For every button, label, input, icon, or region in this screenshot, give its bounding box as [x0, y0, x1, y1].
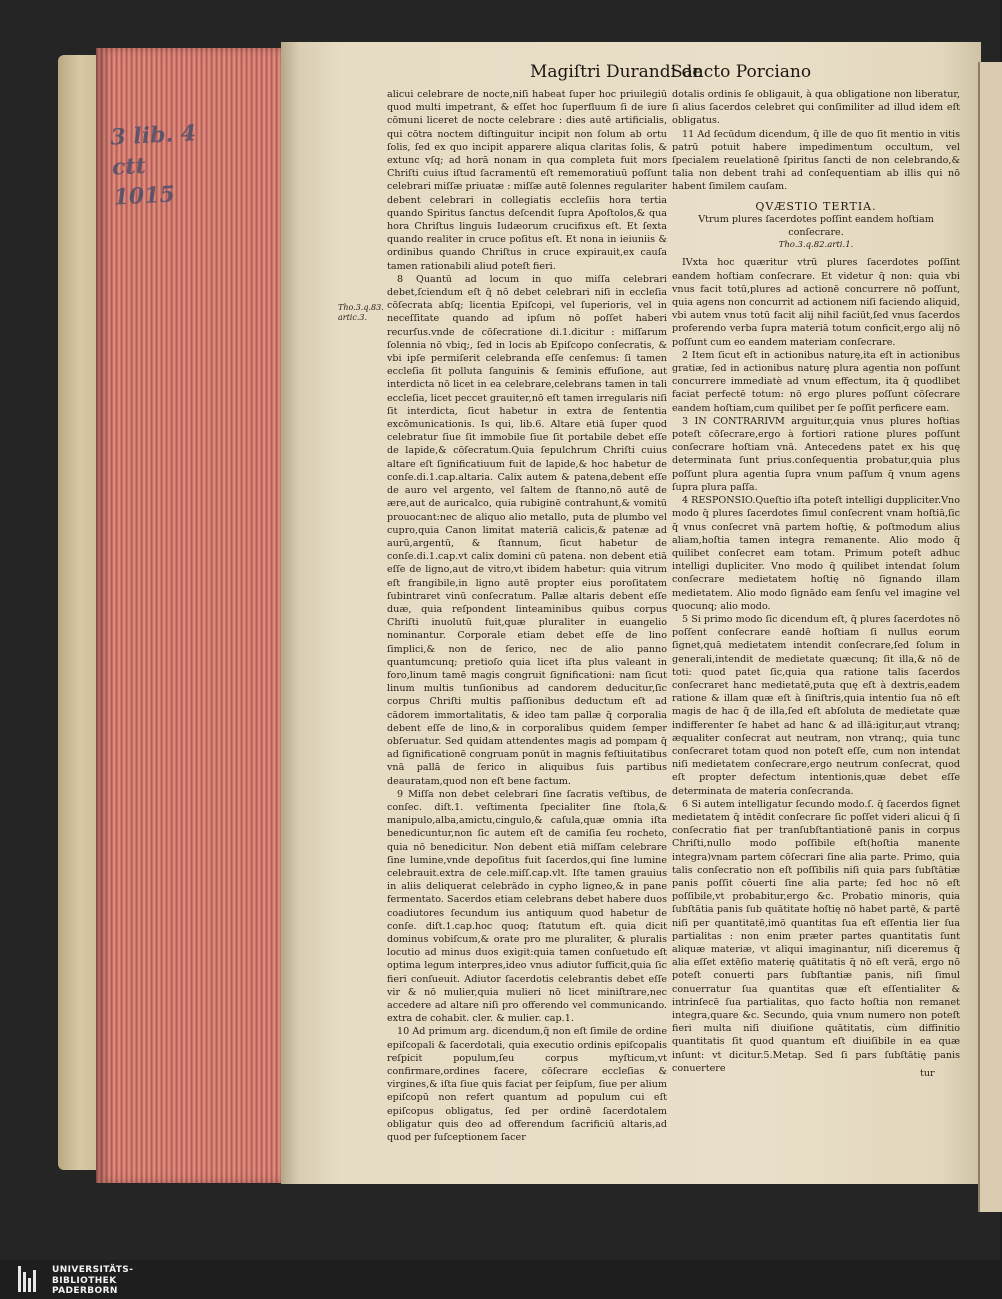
question-reference: Tho.3.q.82.arti.1. [778, 240, 854, 251]
spine-note-line-2: 1015 [112, 181, 176, 211]
handwritten-spine-note [110, 117, 215, 212]
logo-line: BIBLIOTHEK [52, 1275, 117, 1286]
paragraph: alicui celebrare de nocte,niſi habeat ſuper hoc priuilegiū quod multi impetrant, & eſſet hoc ſuperfluum ſi de iure cōmuni liceret de nocte celebrare : dies autē artificialis, qui cōtra noctem diſtinguitur incipit non ſolum ab ortu ſolis, ſed ex quo incipit apparere aliqua claritas ſolis, & extunc vſq; ad horā nonam in qua completa fuit mors Chriſti cuius iſtud ſacramentū eſt rememoratiuū poſſunt celebrari miſſæ priuatæ : miſſæ autē ſolennes regulariter debent celebrari in collegiatis eccleſiis hora tertia quando Spiritus ſanctus deſcendit ſupra Apoſtolos,& qua hora Chriſtus linguis Iudæorum crucifixus eſt. Et ſexta quando realiter in cruce poſitus eſt. Et nona in ieiuniis & ordinibus quando Chriſtus in cruce expirauit,ex cauſa tamen rationabili aliud poteſt fieri. [387, 89, 667, 272]
catchword: tur [920, 1068, 935, 1079]
question-title: QVÆSTIO TERTIA. [755, 199, 877, 213]
paragraph: 3 IN CONTRARIVM arguitur,quia vnus plures hoſtias poteſt cōſecrare,ergo à fortiori ratione plures poſſunt conſecrare hoſtiam vnā. Antecedens patet ex his quę determinata ſunt prius.conſequentia probatur,quia plus poſſunt plura agentia ſupra vnum paſſum q̄ vnum agens ſupra plura paſſa. [672, 415, 960, 493]
question-subtitle: Vtrum plures ſacerdotes poſſint eandem hoſtiam conſecrare. [698, 213, 934, 239]
library-logo-text [52, 1265, 133, 1297]
paragraph: dotalis ordinis ſe obligauit, à qua obligatione non liberatur, ſi alius ſacerdos celebret qui conſimiliter ad illud idem eſt obligatus. [672, 89, 960, 127]
paragraph: 6 Si autem intelligatur ſecundo modo.ſ. q̄ ſacerdos ſignet medietatem q̄ intēdit conſecrare ſic poſſet videri alicui q̄ ſi conſecratio fiat per tranſubſtantiationē panis in corpus Chriſti,nullo modo poſſibile eſt(hoſtia manente integra)vnam partem cōſecrari ſine alia parte. Primo, quia talis conſecratio non eſt poſſibilis niſi quia pars ſubſtātiæ panis poſſit cōuerti ſine alia parte; ſed hoc nō eſt poſſibile,vt probabitur,ergo &c. Probatio minoris, quia ſubſtātia panis ſub quātitate hoſtię nō habet partē, & partē niſi per quantitatē,imō quantitas ſua eſt eſſentia lier ſua partialitas : non enim præter partes quantitatis ſunt aliquæ materiæ, vt aliqui imaginantur, niſi diceremus q̄ alia eſſet extēſio materię quātitatis q̄ nō eſt verā, ergo nō poteſt conuerti pars ſubſtantiæ panis, niſi ſimul conuerratur ſua quantitas quæ eſt eſſentialiter & intrinſecē ſua partialitas, quo facto hoſtia non remanet integra,quare &c. Secundo, quia vnum numero non poteſt fieri multa niſi diuiſione quātitatis, cùm diffinitio quantitatis ſit quod quantum eſt diuiſibile in ea quæ inſunt: vt dicitur.5.Metap. Sed ſi pars ſubſtātię panis conuertere [672, 798, 960, 1074]
paragraph: 5 Si primo modo ſic dicendum eſt, q̄ plures ſacerdotes nō poſſent conſecrare eandē hoſtiam ſi nullus eorum ſignet,quā medietatem intendit conſecrare,ſed ſolum in generali,intendit de medietate quæcunq; ſit illa,& nō de toti: quod patet ſic,quia qua ratione talis ſacerdos conſecraret hanc medietatē,puta quę eſt à dextris,eadem ratione & illam quæ eſt à ſiniſtris,quia intentio ſua nō eſt magis de hac q̄ de illa,ſed eſt abſoluta de medietate quæ indifferenter ſe habet ad hanc & ad illā:igitur,aut vtranq; æqualiter conſecrat aut neutram, non vtranq;, quia tunc conſecraret totam quod non poteſt eſſe, cum non intendat niſi medietatem conſecrare,ergo neutrum conſecrat, quod eſt propter defectum intentionis,quæ debet eſſe determinata de materia conſecranda. [672, 613, 960, 797]
paragraph: 4 RESPONSIO.Queſtio iſta poteſt intelligi duppliciter.Vno modo q̄ plures ſacerdotes ſimul conſecrent vnam hoſtiā,ſic q̄ vnus conſecret vnā partem hoſtię, & poſtmodum alius aliam,hoſtia tamen integra remanente. Alio modo q̄ quilibet conſecret eam totam. Primum poteſt adhuc intelligi dupliciter. Vno modo q̄ quilibet intendat ſolum conſecrare medietatem hoſtię nō ſignando illam medietatem. Alio modo ſignādo eam ſenſu vel imagine vel quocunq; alio modo. [672, 495, 960, 612]
paragraph: IVxta hoc quæritur vtrū plures ſacerdotes poſſint eandem hoſtiam conſecrare. Et videtur q̄ non: quia vbi vnus facit totū,plures ad actionē concurrere nō poſſunt, quia agens non concurrit ad actionem niſi faciendo aliquid, vbi autem vnus totū facit alij nihil faciūt,ſed vnus ſacerdos proferendo verba ſupra materiā totum conficit,ergo alij nō poſſunt cum eo eandem materiam conſecrare. [672, 257, 960, 348]
logo-line: PADERBORN [52, 1286, 118, 1296]
page-edges [96, 48, 286, 1183]
spine-note-line-1: 3 lib. 4 ctt [109, 120, 197, 181]
library-logo-icon [18, 1266, 40, 1292]
header-left: Magiſtri Durandi de [530, 62, 703, 82]
library-footer [0, 1260, 1000, 1299]
margin-note: Tho.3.q.83. artic.3. [338, 303, 384, 322]
logo-line: UNIVERSITÄTS- [52, 1265, 134, 1275]
paragraph: 10 Ad primum arg. dicendum,q̄ non eſt ſimile de ordine epiſcopali & ſacerdotali, quia executio ordinis epiſcopalis reſpicit populum,ſeu corpus myſticum,vt confirmare,ordines facere, cōſecrare eccleſias & virgines,& iſta ſiue quis faciat per ſeipſum, ſiue per alium epiſcopū non refert quantum ad populum cui eſt epiſcopus obligatus, ſed per ordinē ſacerdotalem obligatur quis deo ad offerendum ſacrificiū altaris,ad quod per ſuſceptionem ſacer [387, 1026, 667, 1144]
right-text-column [672, 88, 960, 1074]
paragraph: 8 Quantū ad locum in quo miſſa celebrari debet,ſciendum eſt q̄ nō debet celebrari niſi in eccleſia cōſecrata abſq; licentia Epiſcopi, vel ſuperioris, vel in neceſſitate quando ad ipſum nō poſſet haberi recurſus.vnde de cōſecratione di.1.dicitur : miſſarum ſolennia nō vbiq;, ſed in locis ab Epiſcopo conſecratis, & vbi ipſe permiſerit celebranda eſſe cenſemus: ſi tamen eccleſia ſit polluta ſanguinis & ſeminis effuſione, aut interdicta nō licet in ea celebrare,celebrans tamen in tali eccleſia, licet peccet grauiter,nō eſt tamen irregularis niſi ſit interdicta, ſicut habetur in extra de ſententia excōmunicationis. Is qui, lib.6. Altare etiā ſuper quod celebratur ſiue ſit immobile ſiue ſit portabile debet eſſe de lapide,& cōſecratum.Quia ſepulchrum Chriſti cuius altare eſt ſignificatiuum fuit de lapide,& hoc habetur de conſe.di.1.cap.altaria. Calix autem & patena,debent eſſe de auro vel argento, vel ſaltem de ſtanno,nō autē de ære,aut de auricalco, quia rubiginē contrahunt,& vomitū prouocant:nec de aliquo alio metallo, puta de plumbo vel cupro,quia Canon limitat materiā calicis,& patenæ ad aurū,argentū, & ſtannum, ſicut habetur de conſe.di.1.cap.vt calix domini cū patena. non debent etiā eſſe de ligno,aut de vitro,vt ibidem habetur: quia vitrum eſt frangibile,in ligno autē propter eius poroſitatem ſubintraret vinū conſecratum. Pallæ altaris debent eſſe duæ, quia reſpondent linteaminibus quibus corpus Chriſti inuolutū fuit,quæ pluraliter in euangelio nominantur. Corporale etiam debet eſſe de lino ſimplici,& non de ſerico, nec de alio panno quantumcunq; pretioſo quia licet iſta plus valeant in foro,linum tamē magis congruit ſignificationi: nam ſicut linum multis tunſionibus ad candorem deducitur,ſic corpus Chriſti multis paſſionibus deductum eſt ad cādorem immortalitatis, & ideo tam pallæ q̄ corporalia debent eſſe de lino,& in corporalibus quidem ſemper obſeruatur. Sed quidam attendentes magis ad pompam q̄ ad ſignificationē congruam ponūt in magnis feſtiuitatibus vnā pallā de ſerico in aliquibus ſuis partibus deauratam,quod non eſt bene factum. [387, 273, 667, 787]
paragraph: 9 Miſſa non debet celebrari ſine ſacratis veſtibus, de conſec. diſt.1. veſtimenta ſpecialiter ſine ſtola,& manipulo,alba,amictu,cingulo,& caſula,quæ omnia iſta benedicuntur,non ſic autem eſt de camiſia ſeu rocheto, quia nō benedicitur. Non debent etiā miſſam celebrare ſine lumine,vnde depoſitus fuit ſacerdos,qui ſine lumine celebrauit.extra de cele.miſſ.cap.vlt. Iſte tamen grauius in aliis deliquerat celebrādo in cypho ligneo,& in pane fermentato. Sacerdos etiam celebrans debet habere duos coadiutores ſecundum ius antiquum quod habetur de conſe. diſt.1.cap.hoc quoq; ſtatutum eſt. quia dicit dominus vobiſcum,& orate pro me pluraliter, & pluralis locutio ad minus duos exigit:quia tamen conſuetudo eſt optima legum interpres,ideo vnus adiutor ſufficit,quia ſic fieri conſueuit. Adiutor ſacerdotis celebrantis debet eſſe vir & nō mulier,quia mulieri nō licet miniſtrare,nec accedere ad altare niſi pro offerendo vel communicando. extra de cohabit. cler. & mulier. cap.1. [387, 788, 667, 1025]
paragraph: 11 Ad ſecūdum dicendum, q̄ ille de quo ſit mentio in vitis patrū potuit habere impedimentum occultum, vel ſpecialem reuelationē ſpiritus ſancti de non celebrando,& talia non debent trahi ad conſequentiam ab illis qui nō habent ſimilem cauſam. [672, 128, 960, 193]
paragraph: 2 Item ſicut eſt in actionibus naturę,ita eſt in actionibus gratiæ, ſed in actionibus naturę plura agentia non poſſunt concurrere immediatè ad vnum effectum, ita q̄ quodlibet faciat perfectē totum: nō ergo plures poſſunt cōſecrare eandem hoſtiam,cum quilibet per ſe poſſit perficere eam. [672, 349, 960, 414]
left-text-column [387, 88, 667, 1144]
facing-page-edge [978, 62, 1002, 1212]
header-right: Sancto Porciano [671, 62, 812, 82]
